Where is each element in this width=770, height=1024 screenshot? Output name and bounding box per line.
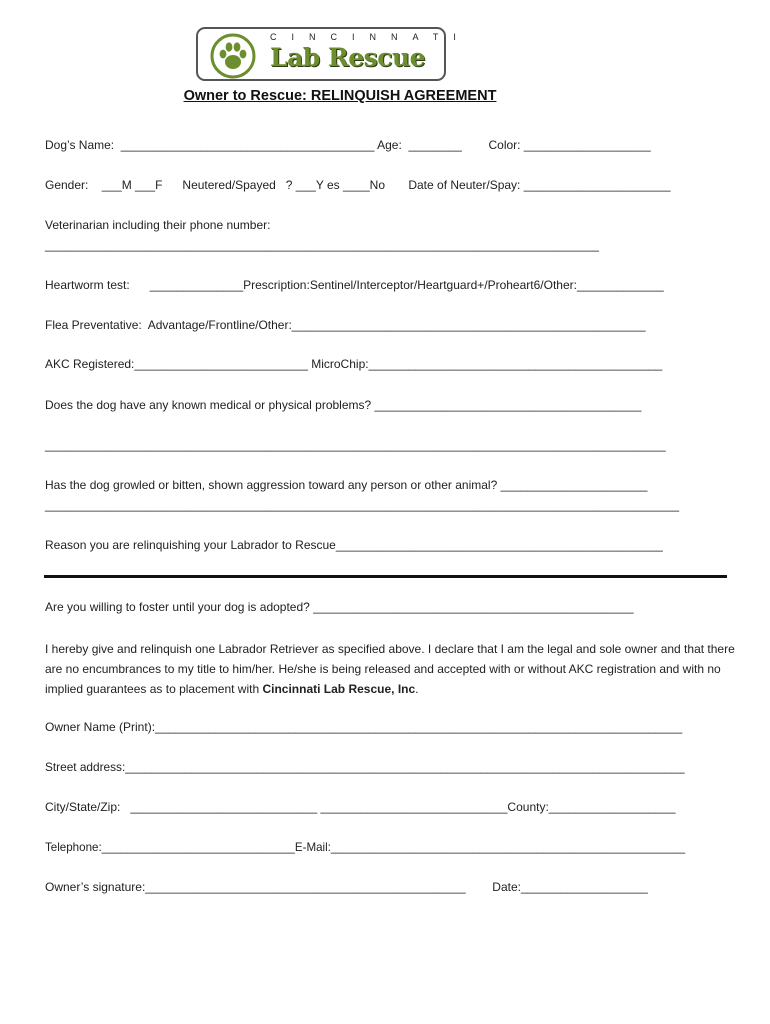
foster-field[interactable]: Are you willing to foster until your dog is adopted? ________________________________________________: [45, 600, 634, 614]
vet-label: Veterinarian including their phone number:: [45, 218, 271, 232]
aggression-extra-line[interactable]: _______________________________________________________________________________________________: [45, 498, 680, 512]
dogs-name-field[interactable]: Dog’s Name: ______________________________________ Age: ________ Color: ___________________: [45, 138, 651, 152]
flea-field[interactable]: Flea Preventative: Advantage/Frontline/Other:_____________________________________________________: [45, 318, 646, 332]
medical-field[interactable]: Does the dog have any known medical or physical problems? ________________________________________: [45, 398, 642, 412]
declaration-text: I hereby give and relinquish one Labrador Retriever as specified above. I declare that I am the legal and sole owner and that there are no encumbrances to my title to him/her. He/she is being released and accepted with or without AKC registration and with no implied guarantees as to placement with: [45, 642, 735, 696]
telephone-email-field[interactable]: Telephone:______________________________E-Mail:_______________________________________________________: [45, 840, 686, 854]
paw-print-icon: [210, 33, 256, 79]
declaration-end: .: [415, 682, 419, 696]
page-title: Owner to Rescue: RELINQUISH AGREEMENT: [183, 88, 497, 104]
city-state-zip-field[interactable]: City/State/Zip: ____________________________ ____________________________County:___________________: [45, 800, 676, 814]
medical-extra-line[interactable]: _____________________________________________________________________________________________: [45, 438, 666, 452]
gender-field[interactable]: Gender: ___M ___F Neutered/Spayed ? ___Y es ____No Date of Neuter/Spay: ______________________: [45, 178, 671, 192]
akc-field[interactable]: AKC Registered:__________________________ MicroChip:____________________________________________: [45, 357, 663, 371]
vet-field[interactable]: ___________________________________________________________________________________: [45, 238, 599, 252]
heartworm-field[interactable]: Heartworm test: ______________Prescription:Sentinel/Interceptor/Heartguard+/Proheart6/Other:_____________: [45, 278, 664, 292]
logo: [196, 27, 471, 81]
logo-name: Lab Rescue: [270, 43, 426, 72]
section-divider: [44, 575, 727, 578]
declaration-paragraph: [45, 639, 735, 699]
owner-name-field[interactable]: Owner Name (Print):_______________________________________________________________________________: [45, 720, 683, 734]
logo-city: CINCINNATI: [270, 32, 471, 42]
street-address-field[interactable]: Street address:_____________________________________________________________________________________: [45, 760, 685, 774]
signature-field[interactable]: Owner’s signature:________________________________________________ Date:___________________: [45, 880, 648, 894]
reason-field[interactable]: Reason you are relinquishing your Labrador to Rescue_________________________________________________: [45, 538, 663, 552]
org-name: Cincinnati Lab Rescue, Inc: [262, 682, 416, 696]
aggression-field[interactable]: Has the dog growled or bitten, shown aggression toward any person or other animal? ______________________: [45, 478, 648, 492]
